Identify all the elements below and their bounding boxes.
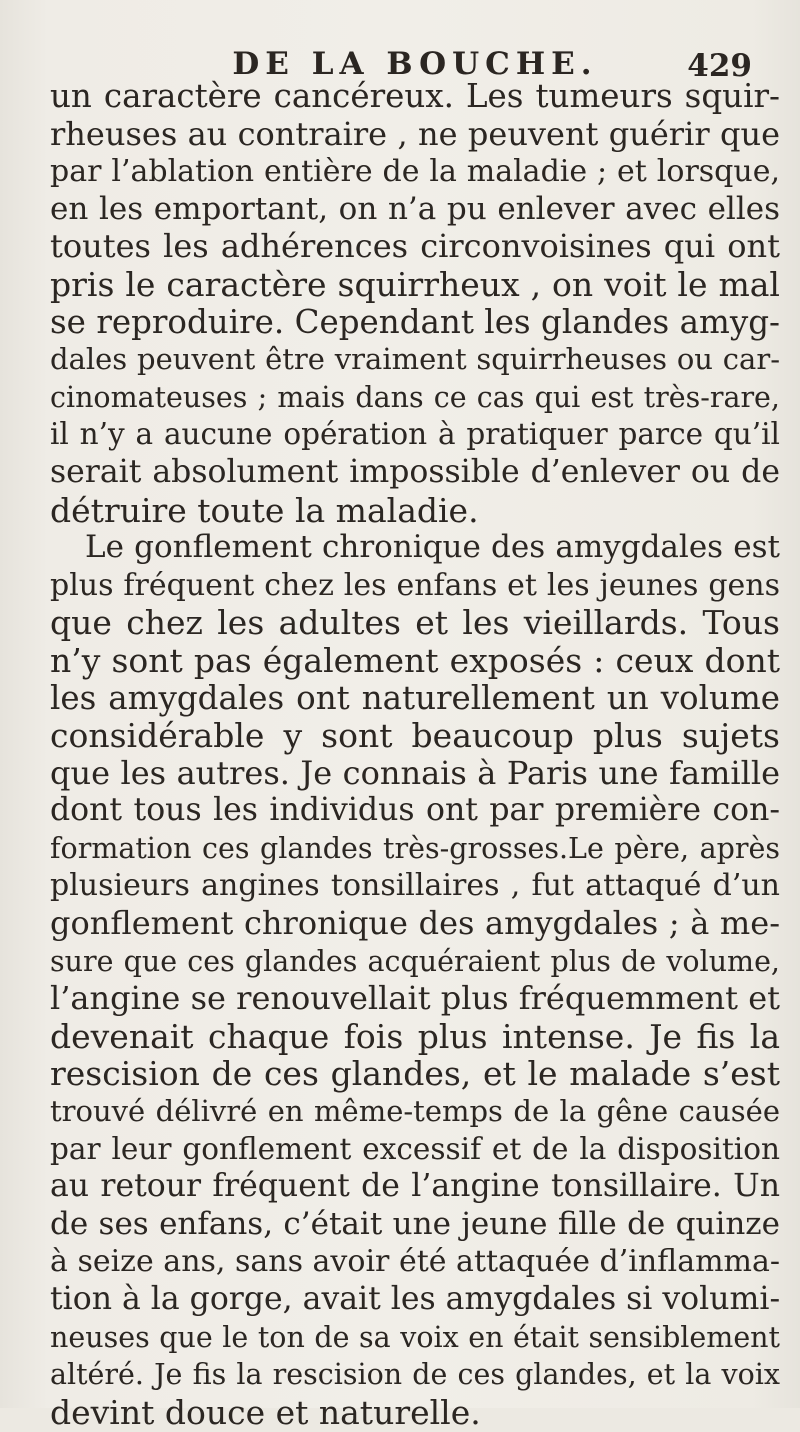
paragraph-end-line: détruire toute la maladie. xyxy=(50,490,479,530)
text-line: neuses que le ton de sa voix en était sensiblement xyxy=(50,1320,780,1354)
text-line: considérable y sont beaucoup plus sujets xyxy=(50,716,780,756)
body-text xyxy=(50,78,780,1431)
page-number: 429 xyxy=(687,48,752,84)
text-line: formation ces glandes très-grosses.Le père, après xyxy=(50,831,780,865)
text-line: gonflement chronique des amygdales ; à me- xyxy=(50,904,780,943)
text-line: que les autres. Je connais à Paris une famille xyxy=(50,753,780,792)
text-line: n’y sont pas également exposés : ceux dont xyxy=(50,640,780,680)
text-line: trouvé délivré en même-temps de la gêne causée xyxy=(50,1094,780,1129)
text-line: plus fréquent chez les enfans et les jeunes gens xyxy=(50,567,780,603)
text-line: en les emportant, on n’a pu enlever avec elles xyxy=(50,190,780,227)
text-line: il n’y a aucune opération à pratiquer parce qu’il xyxy=(50,417,780,452)
text-line: se reproduire. Cependant les glandes amyg- xyxy=(50,302,780,341)
text-line: au retour fréquent de l’angine tonsillaire. Un xyxy=(50,1168,780,1205)
text-line: par leur gonflement excessif et de la disposition xyxy=(50,1131,780,1166)
text-line: l’angine se renouvellait plus fréquemment et xyxy=(50,979,780,1018)
text-line: les amygdales ont naturellement un volume xyxy=(50,678,780,717)
text-line: altéré. Je fis la rescision de ces glandes, et la voix xyxy=(50,1358,780,1392)
text-line: un caractère cancéreux. Les tumeurs squir- xyxy=(50,77,780,115)
text-line: par l’ablation entière de la maladie ; et lorsque, xyxy=(50,154,780,190)
paragraph-end-line: devint douce et naturelle. xyxy=(50,1392,481,1432)
text-line: tion à la gorge, avait les amygdales si volumi- xyxy=(50,1281,781,1317)
text-line: cinomateuses ; mais dans ce cas qui est très-rare, xyxy=(50,380,780,414)
text-line: plusieurs angines tonsillaires , fut attaqué d’un xyxy=(50,868,780,904)
text-line: à seize ans, sans avoir été attaquée d’inflamma- xyxy=(50,1244,780,1280)
text-line: pris le caractère squirrheux , on voit le mal xyxy=(50,264,780,304)
text-line: rescision de ces glandes, et le malade s’est xyxy=(50,1054,780,1094)
text-line: que chez les adultes et les vieillards. Tous xyxy=(50,603,780,643)
text-line: serait absolument impossible d’enlever ou de xyxy=(50,453,780,490)
running-title: DE LA BOUCHE. xyxy=(232,46,598,82)
text-line: dales peuvent être vraiment squirrheuses ou car- xyxy=(50,342,780,377)
paragraph-start-line: Le gonflement chronique des amygdales est xyxy=(85,529,780,566)
text-line: devenait chaque fois plus intense. Je fis la xyxy=(50,1016,780,1056)
text-line: rheuses au contraire , ne peuvent guérir que xyxy=(50,114,780,153)
running-head xyxy=(60,30,770,82)
text-line: sure que ces glandes acquéraient plus de volume, xyxy=(50,944,780,978)
text-line: dont tous les individus ont par première con- xyxy=(50,792,780,829)
text-line: toutes les adhérences circonvoisines qui ont xyxy=(50,227,780,266)
text-line: de ses enfans, c’était une jeune fille de quinze xyxy=(50,1205,780,1242)
